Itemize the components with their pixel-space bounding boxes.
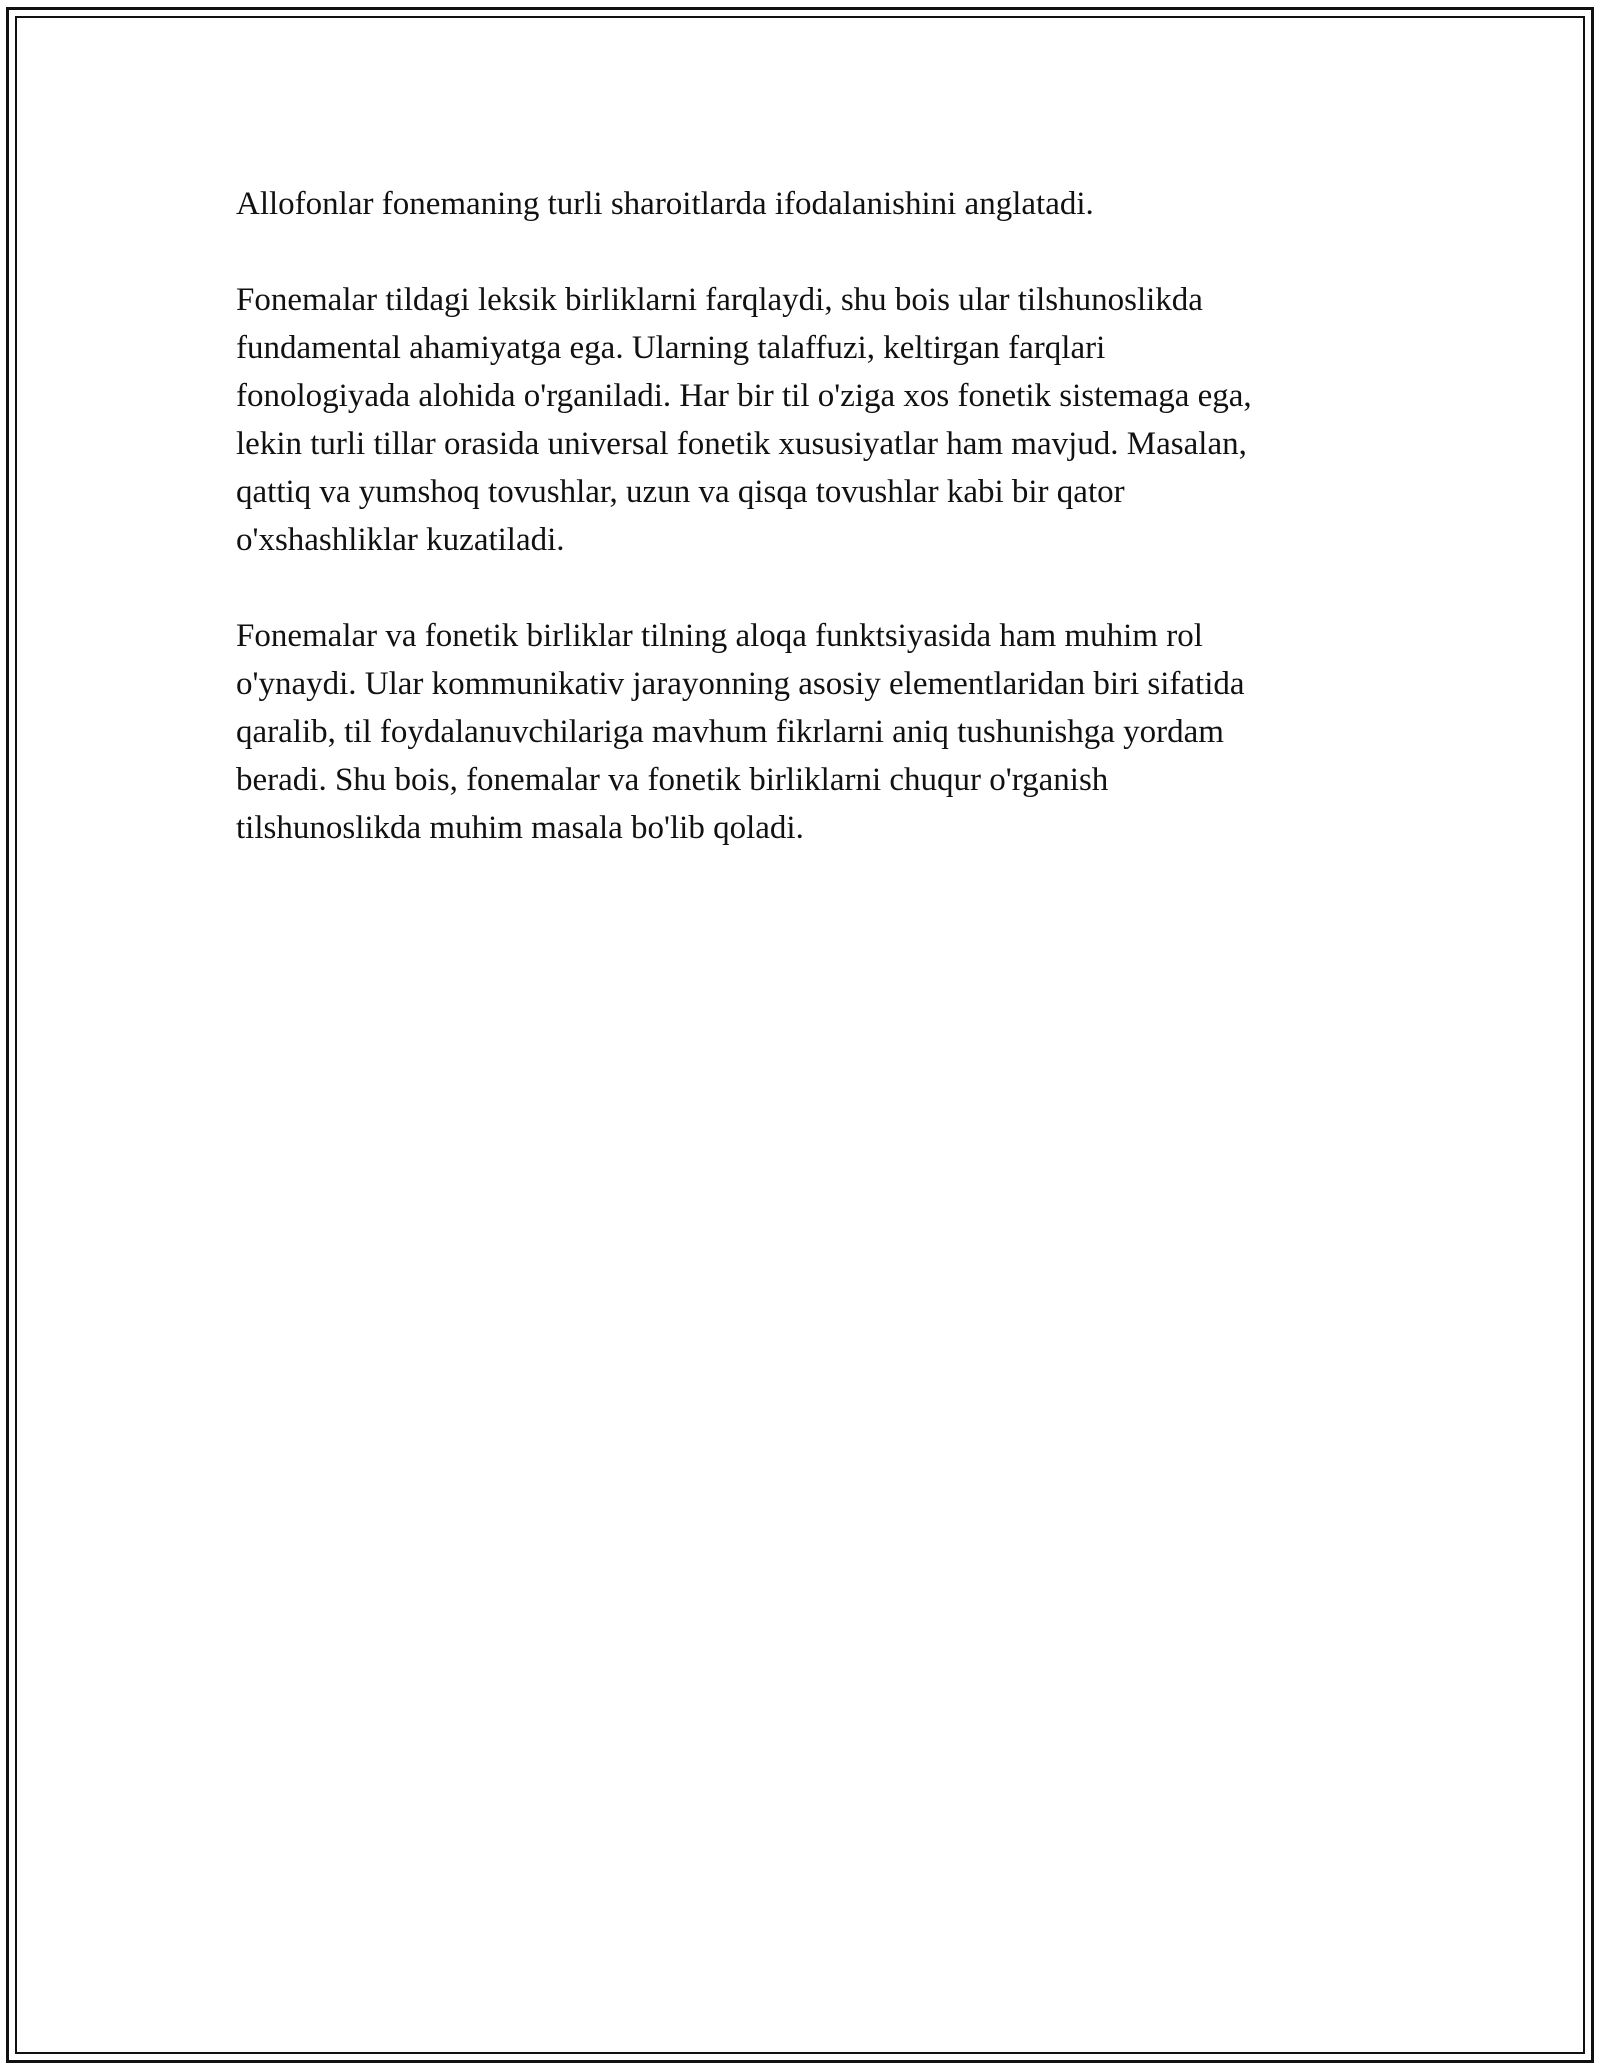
- paragraph-3: Fonemalar va fonetik birliklar tilning aloqa funktsiyasida ham muhim rol o'ynaydi. Ular kommunikativ jarayonning asosiy elementlaridan biri sifatida qaralib, til foydalanuvchilariga mavhum fikrlarni aniq tushunishga yordam beradi. Shu bois, fonemalar va fonetik birliklarni chuqur o'rganish tilshunoslikda muhim masala bo'lib qoladi.: [236, 618, 1245, 846]
- paragraph-2: Fonemalar tildagi leksik birliklarni farqlaydi, shu bois ular tilshunoslikda fundamental ahamiyatga ega. Ularning talaffuzi, keltirgan farqlari fonologiyada alohida o'rganiladi. Har bir til o'ziga xos fonetik sistemaga ega, lekin turli tillar orasida universal fonetik xususiyatlar ham mavjud. Masalan, qattiq va yumshoq tovushlar, uzun va qisqa tovushlar kabi bir qator o'xshashliklar kuzatiladi.: [236, 282, 1252, 558]
- document-body: [236, 180, 1376, 900]
- paragraph-1: Allofonlar fonemaning turli sharoitlarda ifodalanishini anglatadi.: [236, 186, 1094, 222]
